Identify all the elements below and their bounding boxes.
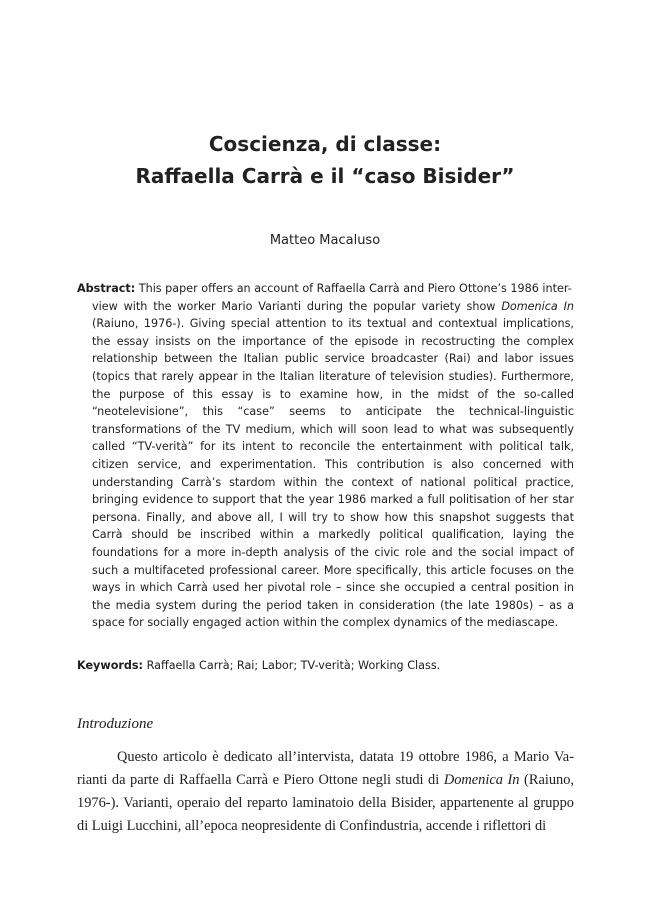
body-text-2: (Raiuno, 1976-). Varianti, operaio del reparto laminatoio della Bisider, appartenente al gruppo di Luigi Lucchini, all’epoca neopresidente di Confindustria, accende i riflettori di [77,772,575,834]
title-line-2: Raffaella Carrà e il “caso Bisider” [135,164,515,188]
body-text-1: Questo articolo è dedicato all’intervista, datata 19 ottobre 1986, a Mario Varianti da parte di Raffaella Carrà e Piero Ottone negli studi di [77,749,574,788]
abstract-text-1: view with the worker Mario Varianti during the popular variety show [92,299,502,313]
keywords-text: Raffaella Carrà; Rai; Labor; TV-verità; Working Class. [143,659,441,672]
abstract-italic-title: Domenica In [501,299,574,313]
abstract [77,280,574,632]
abstract-first-line [77,280,574,298]
author-name: Matteo Macaluso [269,233,381,248]
paper-title [0,128,650,192]
keywords-label: Keywords: [77,659,144,672]
body-paragraph [77,746,574,838]
section-heading: Introduzione [77,716,154,732]
keywords [77,657,574,675]
abstract-first-text: This paper offers an account of Raffaella Carrà and Piero Ottone’s 1986 inter- [138,282,572,295]
abstract-text-2: (Raiuno, 1976-). Giving special attention to its textual and contextual implications, the essay insists on the importance of the episode in recostructing the complex relationship between the Italian public service broadcaster (Rai) and labor issues (topics that rarely appear in the Italian literature of television studies). Furthermore, the purpose of this essay is to examine how, in the midst of the so-called “neotelevisione”, this “case” seems to anticipate the technical-linguistic transformations of the TV medium, which will soon lead to what was subsequently called “TV-verità” for its intent to reconcile the entertainment with political talk, citizen service, and experimentation. This contribution is also concerned with understanding Carrà’s stardom within the context of national political practice, bringing evidence to support that the year 1986 marked a full politisation of her star persona. Finally, and above all, I will try to show how this snapshot suggests that Carrà should be inscribed within a markedly political qualification, laying the foundations for a more in-depth analysis of the civic role and the social impact of such a multifaceted professional career. More specifically, this article focuses on the ways in which Carrà used her pivotal role – since she occupied a central position in the media system during the period taken in consideration (the late 1980s) – as a space for socially engaged action within the complex dynamics of the mediascape. [92,317,574,630]
abstract-body [77,298,574,632]
body-italic-title: Domenica In [443,772,520,788]
title-line-1: Coscienza, di classe: [208,132,442,156]
abstract-label: Abstract: [77,282,136,295]
